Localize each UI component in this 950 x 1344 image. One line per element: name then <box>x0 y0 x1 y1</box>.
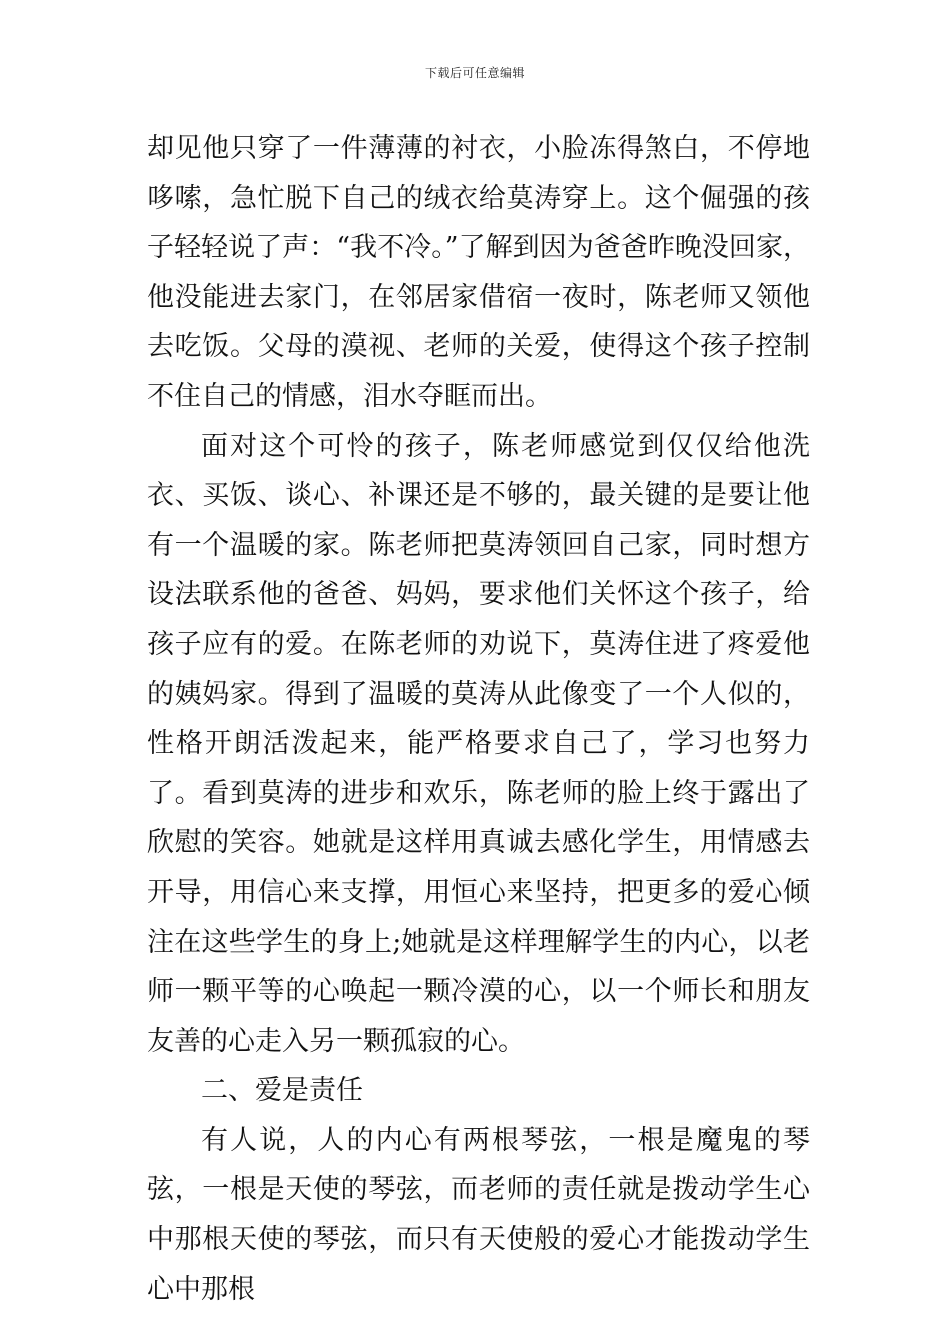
section-heading: 二、爱是责任 <box>201 1075 363 1107</box>
paragraph-2: 面对这个可怜的孩子，陈老师感觉到仅仅给他洗衣、买饭、谈心、补课还是不够的，最关键的是要让他有一个温暖的家。陈老师把莫涛领回自己家，同时想方设法联系他的爸爸、妈妈，要求他们关怀这个孩子，给孩子应有的爱。在陈老师的劝说下，莫涛住进了疼爱他的姨妈家。得到了温暖的莫涛从此像变了一个人似的，性格开朗活泼起来，能严格要求自己了，学习也努力了。看到莫涛的进步和欢乐，陈老师的脸上终于露出了欣慰的笑容。她就是这样用真诚去感化学生，用情感去开导，用信心来支撑，用恒心来坚持，把更多的爱心倾注在这些学生的身上;她就是这样理解学生的内心，以老师一颗平等的心唤起一颗冷漠的心，以一个师长和朋友友善的心走入另一颗孤寂的心。 <box>147 430 810 1057</box>
paragraph-3: 有人说，人的内心有两根琴弦，一根是魔鬼的琴弦，一根是天使的琴弦，而老师的责任就是拨动学生心中那根天使的琴弦，而只有天使般的爱心才能拨动学生心中那根 <box>147 1124 810 1305</box>
page-header: 下载后可任意编辑 <box>424 66 525 80</box>
document-body <box>147 124 810 1314</box>
paragraph-1: 却见他只穿了一件薄薄的衬衣，小脸冻得煞白，不停地哆嗦，急忙脱下自己的绒衣给莫涛穿上。这个倔强的孩子轻轻说了声：“我不冷。”了解到因为爸爸昨晚没回家，他没能进去家门，在邻居家借宿一夜时，陈老师又领他去吃饭。父母的漠视、老师的关爱，使得这个孩子控制不住自己的情感，泪水夺眶而出。 <box>147 133 810 412</box>
